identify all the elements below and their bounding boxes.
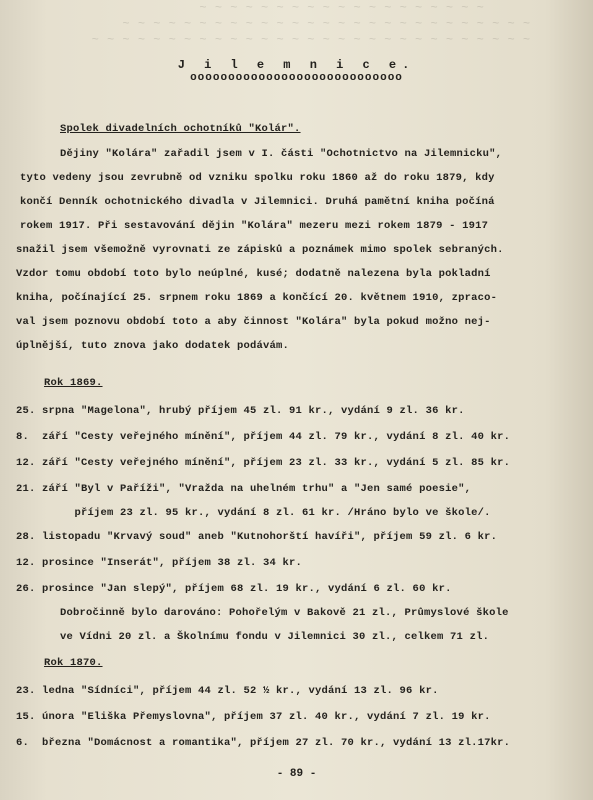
intro-line: rokem 1917. Při sestavování dějin "Kolára" mezeru mezi rokem 1879 - 1917 — [20, 220, 489, 232]
intro-line: snažil jsem všemožně vyrovnati ze zápisků a poznámek mimo spolek sebraných. — [16, 244, 504, 256]
performance-entry: 21. září "Byl v Paříži", "Vražda na uhelném trhu" a "Jen samé poesie", — [16, 483, 472, 495]
performance-entry: 25. srpna "Magelona", hrubý příjem 45 zl. 91 kr., vydání 9 zl. 36 kr. — [16, 405, 465, 417]
intro-line: kniha, počínající 25. srpnem roku 1869 a končící 20. květnem 1910, zpraco- — [16, 292, 498, 304]
performance-entry: 28. listopadu "Krvavý soud" aneb "Kutnohorští havíři", příjem 59 zl. 6 kr. — [16, 531, 498, 543]
year-heading-1870: Rok 1870. — [44, 657, 103, 669]
performance-entry: 23. ledna "Sídníci", příjem 44 zl. 52 ½ kr., vydání 13 zl. 96 kr. — [16, 685, 439, 697]
performance-entry: 12. prosince "Inserát", příjem 38 zl. 34 kr. — [16, 557, 303, 569]
intro-line: úplnější, tuto znova jako dodatek podávám. — [16, 340, 290, 352]
page-title: J i l e m n i c e. — [177, 58, 416, 72]
title-underline: oooooooooooooooooooooooooooo — [190, 72, 403, 84]
page-number: - 89 - — [276, 768, 317, 780]
performance-entry: 15. února "Eliška Přemyslovna", příjem 37 zl. 40 kr., vydání 7 zl. 19 kr. — [16, 711, 491, 723]
donation-line: Dobročinně bylo darováno: Pohořelým v Bakově 21 zl., Průmyslové škole — [60, 607, 509, 619]
performance-entry: 26. prosince "Jan slepý", příjem 68 zl. 19 kr., vydání 6 zl. 60 kr. — [16, 583, 452, 595]
year-heading-1869: Rok 1869. — [44, 377, 103, 389]
section-heading: Spolek divadelních ochotníků "Kolár". — [60, 123, 301, 135]
performance-entry: příjem 23 zl. 95 kr., vydání 8 zl. 61 kr. /Hráno bylo ve škole/. — [16, 507, 491, 519]
intro-line: končí Denník ochotnického divadla v Jilemnici. Druhá pamětní kniha počíná — [20, 196, 495, 208]
performance-entry: 6. března "Domácnost a romantika", příjem 27 zl. 70 kr., vydání 13 zl.17kr. — [16, 737, 511, 749]
performance-entry: 8. září "Cesty veřejného mínění", příjem 44 zl. 79 kr., vydání 8 zl. 40 kr. — [16, 431, 511, 443]
intro-line: val jsem poznovu období toto a aby činnost "Kolára" byla pokud možno nej- — [16, 316, 491, 328]
intro-line: Vzdor tomu období toto bylo neúplné, kusé; dodatně nalezena byla pokladní — [16, 268, 491, 280]
intro-line: tyto vedeny jsou zevrubně od vzniku spolku roku 1860 až do roku 1879, kdy — [20, 172, 495, 184]
performance-entry: 12. září "Cesty veřejného mínění", příjem 23 zl. 33 kr., vydání 5 zl. 85 kr. — [16, 457, 511, 469]
show-through-text: ~ ~ ~ ~ ~ ~ ~ ~ ~ ~ ~ ~ ~ ~ ~ ~ ~ ~ ~ ~ ~ ~ ~ ~ ~ ~ ~ ~ ~ ~ ~ ~ ~ ~ ~ ~ ~ ~ ~ ~ ~ ~ ~ ~ ~ ~ ~ ~ ~ ~ ~ ~ ~ ~ ~ ~ ~ ~ ~ ~ ~ ~ ~ ~ ~ ~ ~ ~ ~ ~ ~ ~ ~ ~ ~ — [91, 1, 531, 47]
donation-line: ve Vídni 20 zl. a Školnímu fondu v Jilemnici 30 zl., celkem 71 zl. — [60, 631, 490, 643]
intro-line: Dějiny "Kolára" zařadil jsem v I. části "Ochotnictvo na Jilemnicku", — [60, 148, 503, 160]
